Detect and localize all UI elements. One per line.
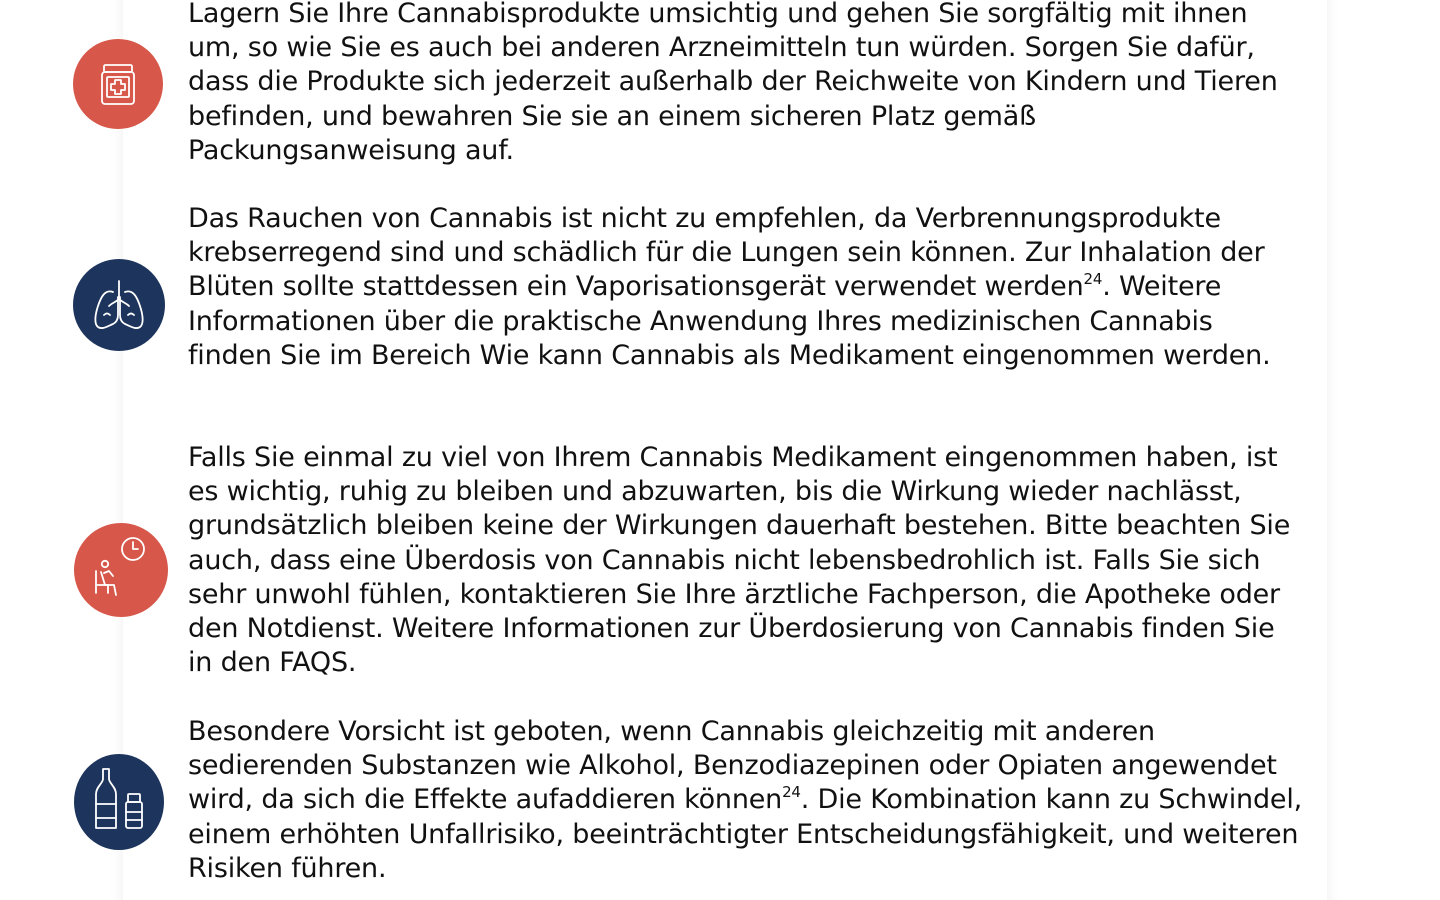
seated-person-clock-icon — [74, 523, 168, 617]
bottle-pills-icon — [74, 754, 164, 850]
storage-paragraph: Lagern Sie Ihre Cannabisprodukte umsichtig und gehen Sie sorgfältig mit ihnen um, so wie Sie es auch bei anderen Arzneimitteln tun würden. Sorgen Sie dafür, dass die Produkte sich jederzeit außerhalb der Reichweite von Kindern und Tieren befinden, und bewahren Sie sie an einem sicheren Platz gemäß Packungsanweisung auf. — [188, 0, 1278, 166]
reference-mark: 24 — [782, 783, 801, 802]
overdose-paragraph: Falls Sie einmal zu viel von Ihrem Cannabis Medikament eingenommen haben, ist es wichtig, ruhig zu bleiben und abzuwarten, bis die Wirkung wieder nachlässt, grundsätzlich bleiben keine der Wirkungen dauerhaft bestehen. Bitte beachten Sie auch, dass eine Überdosis von Cannabis nicht lebensbedrohlich ist. Falls Sie sich sehr unwohl fühlen, kontaktieren Sie Ihre ärztliche Fachperson, die Apotheke oder den Notdienst. Weitere Informationen zur Überdosierung von Cannabis finden Sie in den FAQS. — [188, 442, 1291, 679]
lungs-icon — [73, 259, 165, 351]
smoking-paragraph: Das Rauchen von Cannabis ist nicht zu empfehlen, da Verbrennungsprodukte krebserregend sind und schädlich für die Lungen sein können. Zur Inhalation der Blüten sollte stattdessen ein Vaporisationsgerät verwendet werden$^{24}$. Weitere Informationen über die praktische Anwendung Ihres medizinischen Cannabis finden Sie im Bereich Wie kann Cannabis als Medikament eingenommen werden. — [188, 203, 1271, 371]
medicine-jar-icon — [73, 39, 163, 129]
reference-mark: 24 — [1083, 270, 1103, 289]
alcohol-paragraph: Besondere Vorsicht ist geboten, wenn Cannabis gleichzeitig mit anderen sedierenden Substanzen wie Alkohol, Benzodiazepinen oder Opiaten angewendet wird, da sich die Effekte aufaddieren können$^{24}$. Die Kombination kann zu Schwindel, einem erhöhten Unfallrisiko, beeinträchtigter Entscheidungsfähigkeit, und weiteren Risiken führen. — [188, 716, 1303, 884]
